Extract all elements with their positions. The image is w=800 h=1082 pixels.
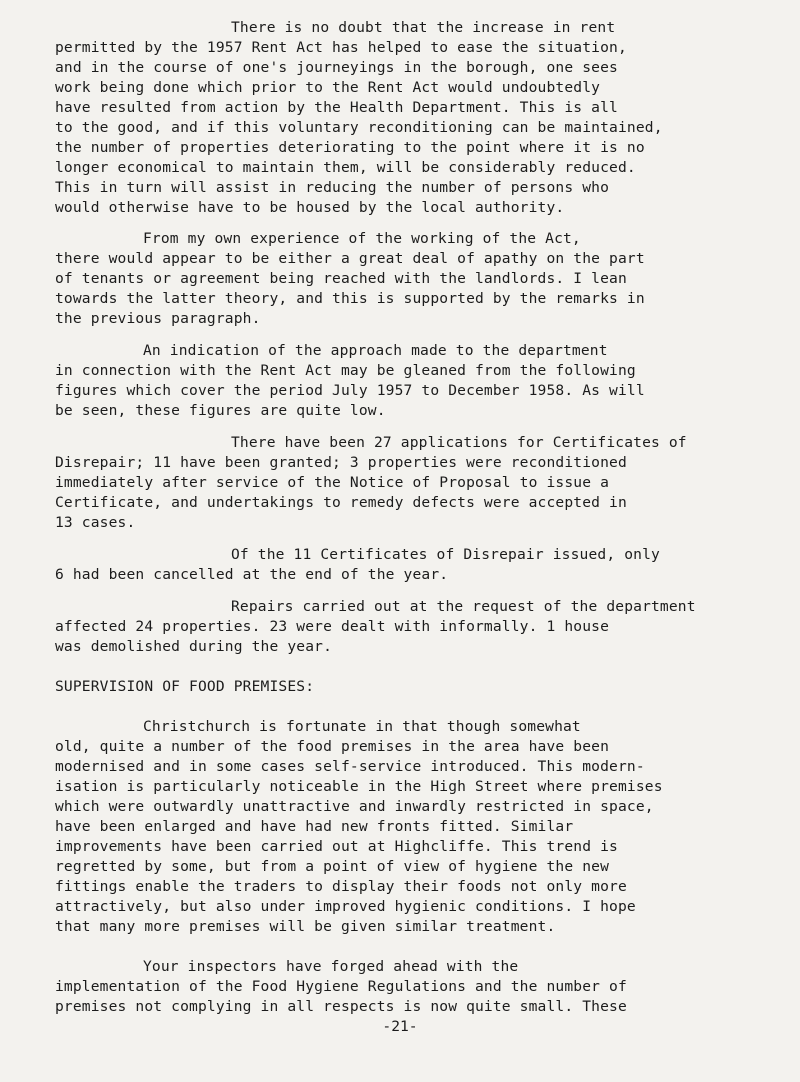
page-number: -21- — [382, 1018, 418, 1035]
text-line: there would appear to be either a great deal of apathy on the part — [55, 250, 645, 267]
text-line: modernised and in some cases self-service introduced. This modern- — [55, 758, 645, 775]
text-line: permitted by the 1957 Rent Act has helped to ease the situation, — [55, 39, 627, 56]
text-line: Christchurch is fortunate in that though somewhat — [143, 718, 581, 735]
text-line: to the good, and if this voluntary reconditioning can be maintained, — [55, 119, 663, 136]
text-line: This in turn will assist in reducing the number of persons who — [55, 179, 610, 196]
text-line: the previous paragraph. — [55, 310, 261, 327]
text-line: Certificate, and undertakings to remedy defects were accepted in — [55, 494, 627, 511]
text-line: figures which cover the period July 1957 to December 1958. As will — [55, 382, 645, 399]
text-line: Your inspectors have forged ahead with the — [143, 958, 519, 975]
text-line: the number of properties deteriorating to the point where it is no — [55, 139, 645, 156]
text-line: improvements have been carried out at Highcliffe. This trend is — [55, 838, 618, 855]
text-line: work being done which prior to the Rent Act would undoubtedly — [55, 79, 601, 96]
text-line: regretted by some, but from a point of view of hygiene the new — [55, 858, 610, 875]
section-heading: SUPERVISION OF FOOD PREMISES: — [55, 678, 315, 695]
text-line: From my own experience of the working of the Act, — [143, 230, 581, 247]
text-line: premises not complying in all respects is now quite small. These — [55, 998, 627, 1015]
text-line: affected 24 properties. 23 were dealt with informally. 1 house — [55, 618, 610, 635]
text-line: fittings enable the traders to display their foods not only more — [55, 878, 627, 895]
text-line: isation is particularly noticeable in the High Street where premises — [55, 778, 663, 795]
text-line: 13 cases. — [55, 514, 136, 531]
text-line: was demolished during the year. — [55, 638, 333, 655]
text-line: 6 had been cancelled at the end of the year. — [55, 566, 449, 583]
text-line: attractively, but also under improved hygienic conditions. I hope — [55, 898, 636, 915]
text-line: There is no doubt that the increase in rent — [231, 19, 616, 36]
text-line: in connection with the Rent Act may be gleaned from the following — [55, 362, 636, 379]
text-line: old, quite a number of the food premises in the area have been — [55, 738, 610, 755]
text-line: have resulted from action by the Health Department. This is all — [55, 99, 618, 116]
text-line: towards the latter theory, and this is supported by the remarks in — [55, 290, 645, 307]
text-line: There have been 27 applications for Certificates of — [231, 434, 687, 451]
text-line: which were outwardly unattractive and inwardly restricted in space, — [55, 798, 654, 815]
text-line: immediately after service of the Notice of Proposal to issue a — [55, 474, 610, 491]
text-line: and in the course of one's journeyings in the borough, one sees — [55, 59, 618, 76]
text-line: Disrepair; 11 have been granted; 3 properties were reconditioned — [55, 454, 627, 471]
text-line: that many more premises will be given similar treatment. — [55, 918, 556, 935]
text-line: Of the 11 Certificates of Disrepair issued, only — [231, 546, 660, 563]
text-line: An indication of the approach made to the department — [143, 342, 608, 359]
text-line: Repairs carried out at the request of the department — [231, 598, 696, 615]
text-line: longer economical to maintain them, will be considerably reduced. — [55, 159, 636, 176]
text-line: implementation of the Food Hygiene Regulations and the number of — [55, 978, 627, 995]
text-line: be seen, these figures are quite low. — [55, 402, 386, 419]
text-line: have been enlarged and have had new fronts fitted. Similar — [55, 818, 574, 835]
text-line: would otherwise have to be housed by the local authority. — [55, 199, 565, 216]
text-line: of tenants or agreement being reached with the landlords. I lean — [55, 270, 627, 287]
